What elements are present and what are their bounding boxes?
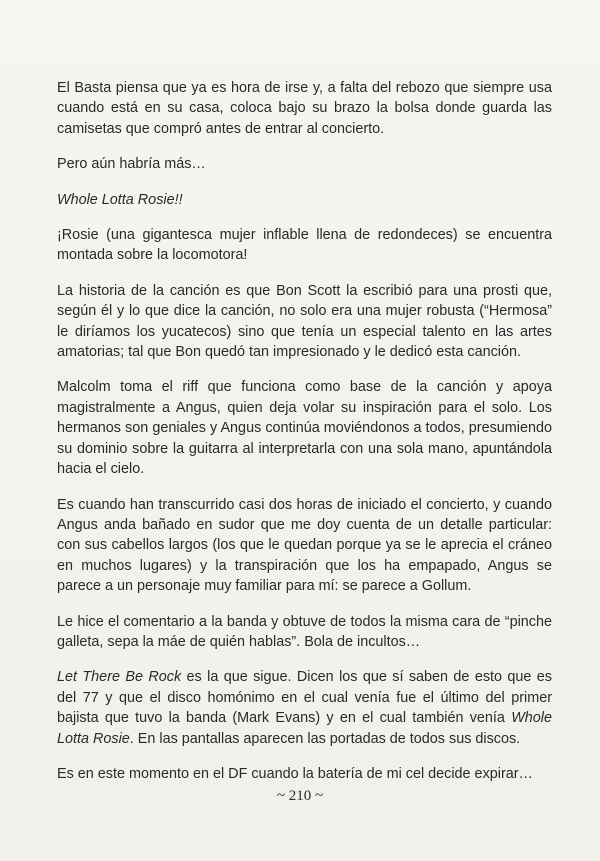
paragraph-3-song-title: [57, 190, 552, 210]
paragraph-2: Pero aún habría más…: [57, 156, 206, 173]
paragraph-9: [57, 667, 552, 749]
paragraph-1: El Basta piensa que ya es hora de irse y, a falta del rebozo que siempre usa cuando está en su casa, coloca bajo su brazo la bolsa donde guarda las camisetas que compró antes de entrar al concierto.: [57, 80, 552, 137]
paragraph-8: Le hice el comentario a la banda y obtuve de todos la misma cara de “pinche galleta, sepa la máe de quién hablas”. Bola de incultos…: [57, 613, 552, 650]
paragraph-9-text-b: . En las pantallas aparecen las portadas de todos sus discos.: [129, 730, 521, 747]
paragraph-4: ¡Rosie (una gigantesca mujer inflable llena de redondeces) se encuentra montada sobre la locomotora!: [57, 227, 552, 264]
song-title-whole-lotta-rosie: Whole Lotta Rosie: [57, 710, 552, 747]
song-title: Whole Lotta Rosie!!: [57, 191, 183, 208]
paragraph-10: Es en este momento en el DF cuando la batería de mi cel decide expirar…: [57, 765, 533, 782]
page-body: [57, 78, 552, 799]
paragraph-9-text-a: es la que sigue. Dicen los que sí saben de esto que es del 77 y que el disco homónimo en el cual venía fue el último del primer bajista que tuvo la banda (Mark Evans) y en el cual también venía: [57, 669, 552, 727]
page-number: ~ 210 ~: [276, 788, 324, 804]
paragraph-6: Malcolm toma el riff que funciona como base de la canción y apoya magistralmente a Angus, quien deja volar su inspiración para el solo. Los hermanos son geniales y Angus continúa moviéndonos a todos, presumiendo su dominio sobre la guitarra al interpretarla con una sola mano, apuntándola hacia el cielo.: [57, 379, 552, 478]
paragraph-7: Es cuando han transcurrido casi dos horas de iniciado el concierto, y cuando Angus anda bañado en sudor que me doy cuenta de un detalle particular: con sus cabellos largos (los que le quedan porque ya se le aprecia el cráneo en muchos lugares) y la transpiración que los ha empapado, Angus se parece a un personaje muy familiar para mí: se parece a Gollum.: [57, 496, 552, 595]
song-title-let-there-be-rock: Let There Be Rock: [57, 669, 182, 686]
paragraph-5: La historia de la canción es que Bon Scott la escribió para una prosti que, según él y lo que dice la canción, no solo era una mujer robusta (“Hermosa” le diríamos los yucatecos) sino que tenía un especial talento en las artes amatorias; tal que Bon quedó tan impresionado y le dedicó esta canción.: [57, 282, 552, 361]
